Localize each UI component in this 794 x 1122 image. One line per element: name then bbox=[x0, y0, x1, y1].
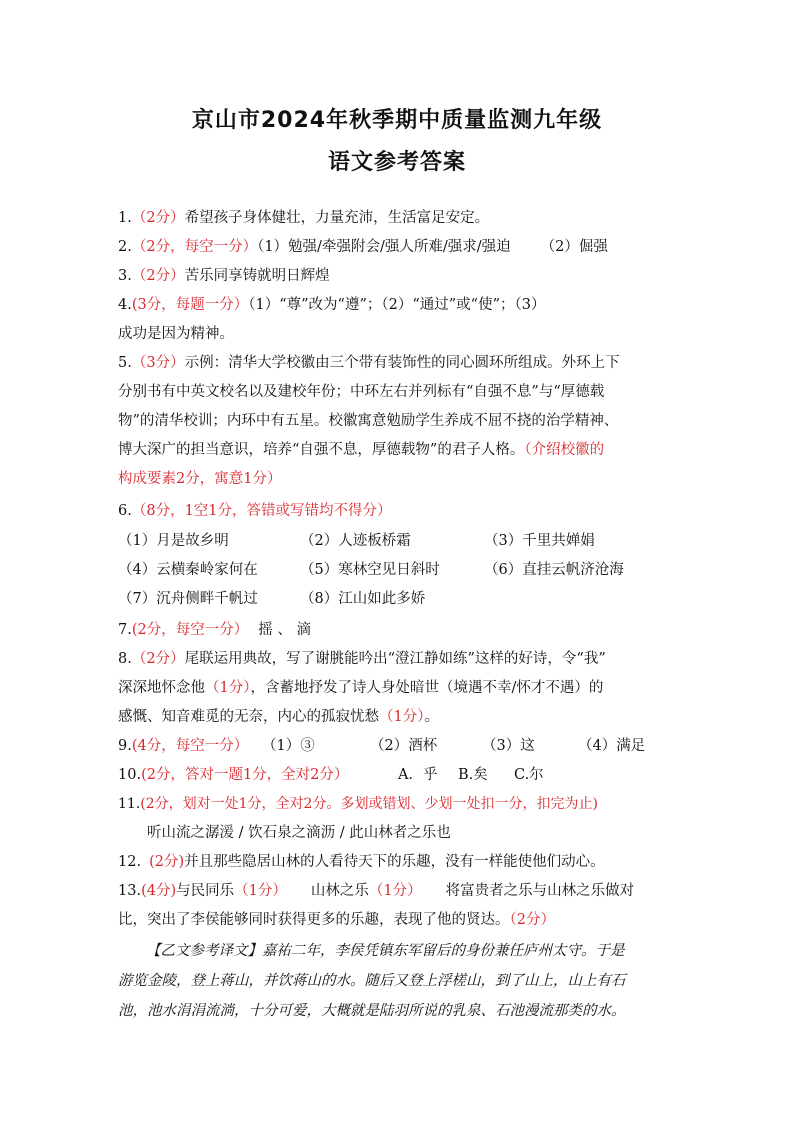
score-note: （1分） bbox=[234, 883, 287, 899]
score-note: （1分） bbox=[379, 709, 425, 725]
answer-text: 示例：清华大学校徽由三个带有装饰性的同心圆环所组成。外环上下 bbox=[184, 355, 620, 371]
page-title: 京山市2024年秋季期中质量监测九年级 bbox=[191, 108, 603, 133]
q6-answer-4: （4）云横秦岭家何在 bbox=[118, 562, 258, 578]
answer-text: 摇 、 滴 bbox=[258, 622, 311, 638]
answer-text: （2）倔强 bbox=[540, 239, 608, 255]
translation-text: 嘉祐二年，李侯凭镇东军留后的身份兼任庐州太守。于是 bbox=[262, 943, 625, 959]
q-number: 10. bbox=[118, 767, 142, 783]
answer-q11 bbox=[118, 794, 678, 814]
score-note: (2分) bbox=[149, 854, 185, 870]
answer-q13-line2 bbox=[118, 910, 678, 930]
q6-answer-8: （8）江山如此多娇 bbox=[300, 591, 426, 607]
score-note: (2分，划对一处1分，全对2分。多划或错划、少划一处扣一分，扣完为止) bbox=[140, 796, 598, 812]
answer-text: 将富贵者之乐与山林之乐做对 bbox=[445, 883, 635, 899]
q-number: 7. bbox=[118, 622, 132, 638]
answer-q3 bbox=[118, 266, 678, 286]
q6-answer-1: （1）月是故乡明 bbox=[118, 533, 229, 549]
score-note: （2分） bbox=[509, 912, 555, 928]
translation-label: 【乙文参考译文】 bbox=[146, 943, 262, 959]
answer-text: （1）“尊”改为“遵”；（2）“通过”或“使”；（3） bbox=[248, 297, 546, 313]
answer-q1 bbox=[118, 208, 678, 228]
q-number: 12. bbox=[118, 854, 142, 870]
q6-answer-2: （2）人迹板桥霜 bbox=[300, 533, 411, 549]
q-number: 13. bbox=[118, 883, 142, 899]
score-note: (4分，每空一分） bbox=[131, 738, 249, 754]
q9-answer-3: （3）这 bbox=[482, 738, 535, 754]
q9-answer-2: （2）酒杯 bbox=[370, 738, 438, 754]
q-number: 3. bbox=[118, 268, 132, 284]
score-note: （1分） bbox=[368, 883, 422, 899]
score-note: (2分，答对一题1分，全对2分） bbox=[141, 767, 349, 783]
score-note: 构成要素2分，寓意1分） bbox=[118, 471, 282, 487]
score-note: （2分） bbox=[131, 268, 185, 284]
score-note: (2分，每空一分） bbox=[131, 622, 249, 638]
answer-q8-line2 bbox=[118, 678, 678, 698]
answer-q5-line2: 分别书有中英文校名以及建校年份；中环左右并列标有“自强不息”与“厚德载 bbox=[118, 384, 605, 400]
translation-line3: 池，池水涓涓流淌，十分可爱，大概就是陆羽所说的乳泉、石池漫流那类的水。 bbox=[118, 1003, 626, 1019]
q6-answer-6: （6）直挂云帆济沧海 bbox=[484, 562, 624, 578]
q-number: 6. bbox=[118, 503, 132, 519]
answer-text: 并且那些隐居山林的人看待天下的乐趣，没有一样能使他们动心。 bbox=[184, 854, 605, 870]
q-number: 11. bbox=[118, 796, 141, 812]
answer-q11-text: 听山流之潺湲 / 饮石泉之滴沥 / 此山林者之乐也 bbox=[147, 825, 451, 841]
q-number: 5. bbox=[118, 355, 132, 371]
q10-answer-c: C.尔 bbox=[514, 767, 544, 783]
page-subtitle: 语文参考答案 bbox=[327, 150, 466, 175]
answer-text: 深深地怀念他 bbox=[118, 680, 205, 696]
answer-q5-line3: 物”的清华校训；内环中有五星。校徽寓意勉励学生养成不屈不挠的治学精神、 bbox=[118, 413, 619, 429]
answer-q5-line4 bbox=[118, 440, 678, 460]
answer-text: 博大深广的担当意识，培养“自强不息，厚德载物”的君子人格。 bbox=[118, 442, 525, 458]
answer-q12 bbox=[118, 852, 678, 872]
translation-line2: 游览金陵，登上蒋山，并饮蒋山的水。随后又登上浮槎山，到了山上，山上有石 bbox=[118, 973, 626, 989]
q-number: 4. bbox=[118, 297, 132, 313]
answer-text: 山林之乐 bbox=[310, 883, 369, 899]
answer-text: 。 bbox=[424, 709, 439, 725]
answer-q8-line3 bbox=[118, 707, 678, 727]
translation-line1 bbox=[146, 941, 678, 961]
q-number: 1. bbox=[118, 210, 132, 226]
answer-text: 苦乐同享铸就明日辉煌 bbox=[184, 268, 330, 284]
q-number: 9. bbox=[118, 738, 132, 754]
q-number: 2. bbox=[118, 239, 132, 255]
answer-text: 与民同乐 bbox=[176, 883, 235, 899]
answer-text: 尾联运用典故，写了谢朓能吟出“澄江静如练”这样的好诗，令“我” bbox=[184, 651, 606, 667]
score-note: （1分） bbox=[205, 680, 251, 696]
score-note: （2分，每空一分） bbox=[131, 239, 258, 255]
score-note: (4分) bbox=[141, 883, 177, 899]
score-note: （2分） bbox=[131, 651, 185, 667]
score-note: （8分，1空1分，答错或写错均不得分） bbox=[131, 503, 392, 519]
answer-q5 bbox=[118, 353, 678, 373]
answer-text: 希望孩子身体健壮，力量充沛，生活富足安定。 bbox=[184, 210, 490, 226]
answer-q4 bbox=[118, 295, 678, 315]
q6-answer-3: （3）千里共婵娟 bbox=[484, 533, 595, 549]
q10-answer-b: B.矣 bbox=[458, 767, 488, 783]
answer-q8 bbox=[118, 649, 678, 669]
score-note: （3分） bbox=[131, 355, 185, 371]
q6-answer-5: （5）寒林空见日斜时 bbox=[300, 562, 440, 578]
q-number: 8. bbox=[118, 651, 132, 667]
answer-text: （1）勉强/牵强附会/强人所难/强求/强迫 bbox=[257, 239, 511, 255]
score-note: （介绍校徽的 bbox=[524, 442, 605, 458]
q9-answer-1: （1）③ bbox=[262, 738, 315, 754]
answer-q2 bbox=[118, 237, 678, 257]
answer-q13 bbox=[118, 881, 678, 901]
q9-answer-4: （4）满足 bbox=[578, 738, 646, 754]
score-note: (3分，每题一分） bbox=[131, 297, 249, 313]
answer-q4-cont: 成功是因为精神。 bbox=[118, 326, 234, 342]
q6-answer-7: （7）沉舟侧畔千帆过 bbox=[118, 591, 258, 607]
q10-answer-a: A．乎 bbox=[398, 767, 438, 783]
score-note: （2分） bbox=[131, 210, 185, 226]
answer-text: 比，突出了李侯能够同时获得更多的乐趣，表现了他的贤达。 bbox=[118, 912, 510, 928]
answer-text: 感慨、知音难觅的无奈，内心的孤寂忧愁 bbox=[118, 709, 379, 725]
answer-q7 bbox=[118, 620, 678, 640]
answer-text: ，含蓄地抒发了诗人身处暗世（境遇不幸/怀才不遇）的 bbox=[250, 680, 604, 696]
answer-q6 bbox=[118, 501, 678, 521]
